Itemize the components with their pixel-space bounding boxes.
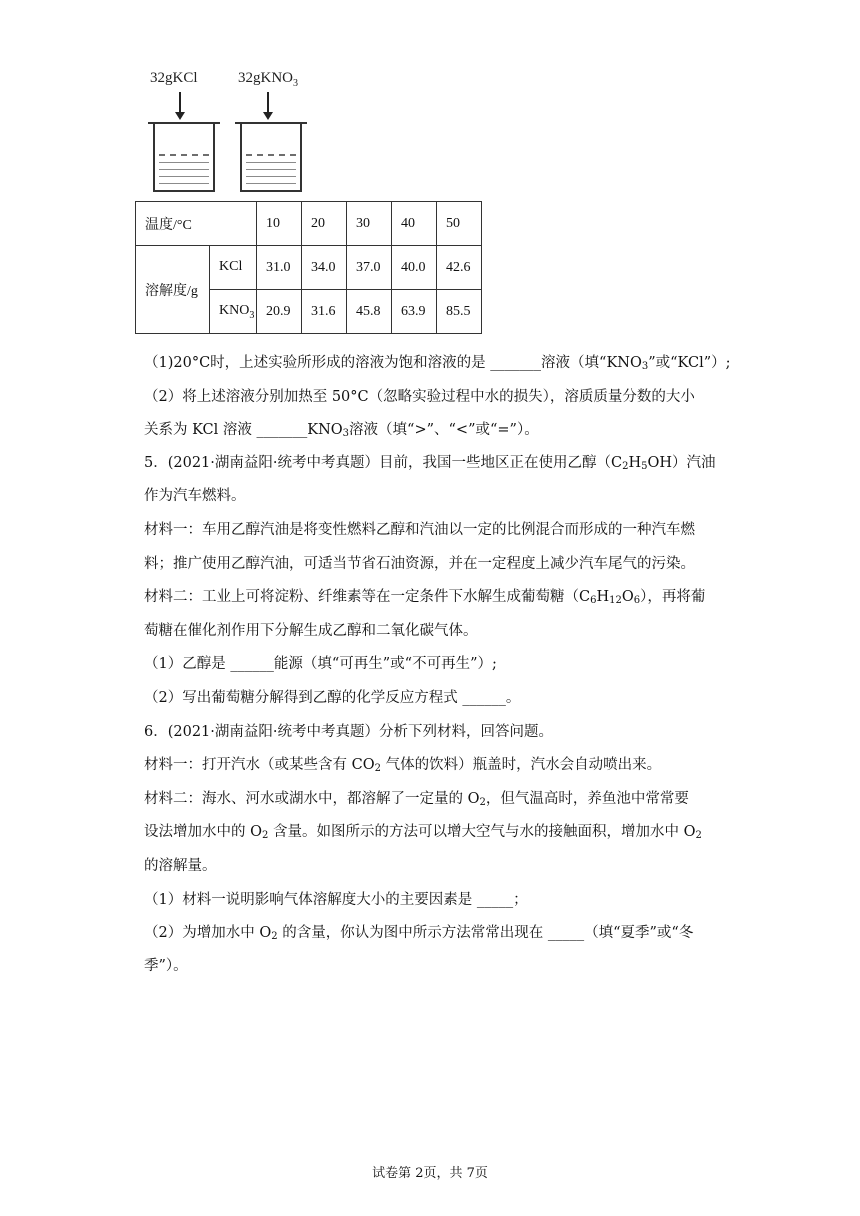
kcl-label: 32gKCl: [150, 70, 198, 86]
q4-part1: （1)20°C时，上述实验所形成的溶液为饱和溶液的是 _______溶液（填“$KNO_3$”或“KCl”）;: [144, 355, 731, 372]
dissolution-figure: [135, 64, 335, 196]
table-cell: 31.6: [302, 290, 347, 334]
solubility-table: [135, 201, 482, 334]
arrow-down-icon: [179, 92, 181, 114]
q5-title: 5．(2021·湖南益阳·统考中考真题）目前，我国一些地区正在使用乙醇$(C_2H_5OH)$汽油: [144, 455, 716, 472]
table-row: [136, 202, 482, 246]
q5-material2-cont: 萄糖在催化剂作用下分解生成乙醇和二氧化碳气体。: [144, 623, 478, 639]
solubility-header: 溶解度/g: [136, 246, 210, 334]
table-row: [136, 246, 482, 290]
table-cell: 30: [347, 202, 392, 246]
q6-part2: （2）为增加水中 $O_2$ 的含量，你认为图中所示方法常常出现在 _____（填“夏季”或“冬: [144, 925, 694, 942]
table-cell: 20: [302, 202, 347, 246]
q6-part1: （1）材料一说明影响气体溶解度大小的主要因素是 _____；: [144, 892, 528, 908]
table-cell: 40: [392, 202, 437, 246]
substance-kcl: KCl: [210, 246, 257, 290]
table-cell: 31.0: [257, 246, 302, 290]
page-footer: 试卷第 2页，共 7页: [372, 1166, 488, 1181]
table-cell: 63.9: [392, 290, 437, 334]
table-cell: 37.0: [347, 246, 392, 290]
q6-part2-cont: 季”）。: [144, 958, 188, 974]
q5-material2: 材料二：工业上可将淀粉、纤维素等在一定条件下水解生成葡萄糖$(C_6H_{12}O_6)$，再将葡: [144, 589, 706, 606]
beaker-icon: [240, 124, 302, 192]
table-cell: 85.5: [437, 290, 482, 334]
table-cell: 20.9: [257, 290, 302, 334]
q6-material2: 材料二：海水、河水或湖水中，都溶解了一定量的 $O_2$，但气温高时，养鱼池中常常要: [144, 791, 689, 808]
kno3-label: 32gKNO$_3$: [238, 70, 298, 89]
temp-header: 温度/°C: [136, 202, 257, 246]
table-cell: 50: [437, 202, 482, 246]
q5-title-cont: 作为汽车燃料。: [144, 488, 246, 504]
table-cell: 40.0: [392, 246, 437, 290]
q5-material1: 材料一：车用乙醇汽油是将变性燃料乙醇和汽油以一定的比例混合而形成的一种汽车燃: [144, 522, 695, 538]
q5-part1: （1）乙醇是 ______能源（填“可再生”或“不可再生”）;: [144, 656, 497, 672]
q5-material1-cont: 料；推广使用乙醇汽油，可适当节省石油资源，并在一定程度上减少汽车尾气的污染。: [144, 556, 695, 572]
q6-material2-end: 的溶解量。: [144, 858, 217, 874]
q6-material1: 材料一：打开汽水（或某些含有 $CO_2$ 气体的饮料）瓶盖时，汽水会自动喷出来。: [144, 757, 662, 774]
q4-part2: （2）将上述溶液分别加热至 50°C（忽略实验过程中水的损失），溶质质量分数的大小: [144, 389, 695, 405]
q6-title: 6．(2021·湖南益阳·统考中考真题）分析下列材料，回答问题。: [144, 724, 553, 740]
q6-material2-cont: 设法增加水中的 $O_2$ 含量。如图所示的方法可以增大空气与水的接触面积，增加水中 $O_2$: [144, 824, 702, 841]
table-cell: 45.8: [347, 290, 392, 334]
table-cell: 42.6: [437, 246, 482, 290]
arrow-down-icon: [267, 92, 269, 114]
table-cell: 10: [257, 202, 302, 246]
table-cell: 34.0: [302, 246, 347, 290]
substance-kno3: $KNO_3$: [210, 290, 257, 334]
q4-part2-cont: 关系为 KCl 溶液 $\_\_\_\_\_\_\_KNO_3$溶液（填“>”、“<”或“=”）。: [144, 422, 539, 439]
q5-part2: （2）写出葡萄糖分解得到乙醇的化学反应方程式 ______。: [144, 690, 521, 706]
beaker-icon: [153, 124, 215, 192]
